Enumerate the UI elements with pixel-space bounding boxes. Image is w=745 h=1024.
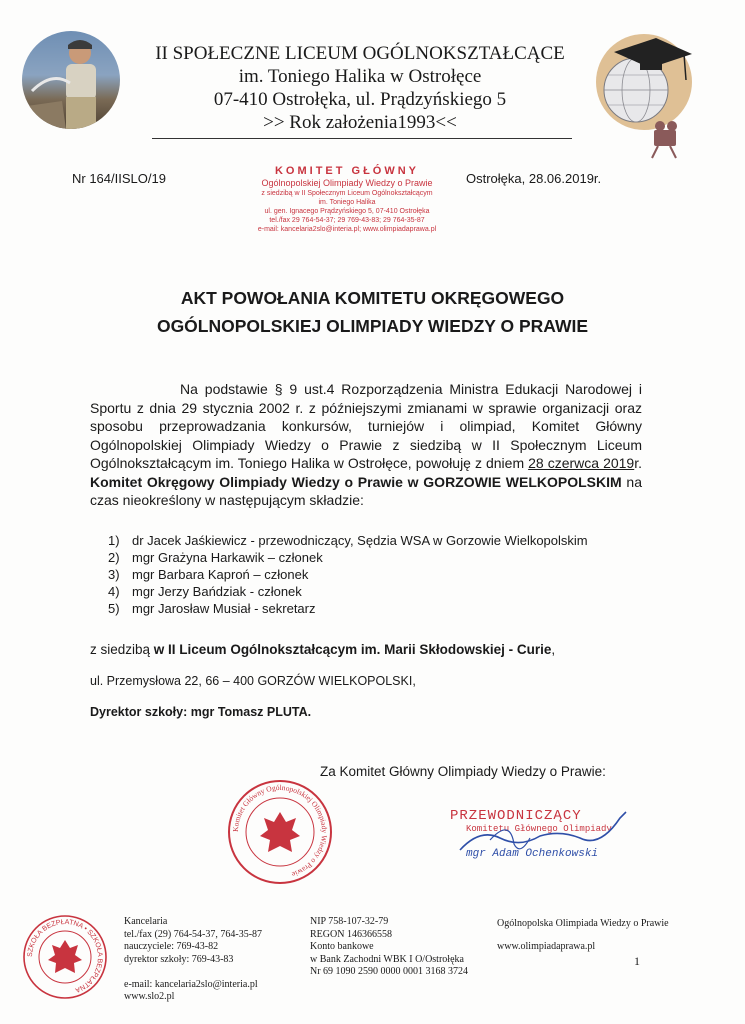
list-item: 3) mgr Barbara Kaproń – członek bbox=[108, 567, 309, 582]
school-founded: >> Rok założenia1993<< bbox=[263, 112, 457, 133]
school-header bbox=[120, 42, 600, 134]
seal-ring-text: Komitet Główny Ogólnopolskiej Olimpiady Wiedzy o Prawie bbox=[230, 782, 330, 880]
appointment-paragraph bbox=[90, 380, 642, 510]
signer-title: PRZEWODNICZĄCY bbox=[450, 808, 582, 824]
school-director: Dyrektor szkoły: mgr Tomasz PLUTA. bbox=[90, 705, 312, 719]
members-list bbox=[108, 532, 648, 617]
stamp-title: KOMITET GŁÓWNY bbox=[274, 165, 420, 177]
graduation-globe-logo bbox=[594, 30, 694, 160]
stamp-line-1: Ogólnopolskiej Olimpiady Wiedzy o Prawie bbox=[261, 178, 433, 188]
title-line-2: OGÓLNOPOLSKIEJ OLIMPIADY WIEDZY O PRAWIE bbox=[156, 316, 589, 336]
committee-stamp bbox=[232, 164, 462, 234]
header-divider bbox=[152, 138, 572, 139]
footer-line: Konto bankowe bbox=[310, 941, 374, 952]
for-committee-label: Za Komitet Główny Olimpiady Wiedzy o Prawie: bbox=[320, 764, 606, 779]
handwritten-signature bbox=[450, 808, 650, 868]
paragraph-committee-name: Komitet Okręgowy Olimpiady Wiedzy o Prawie w GORZOWIE WELKOPOLSKIM bbox=[90, 473, 622, 490]
footer-olympiad-website[interactable]: www.olimpiadaprawa.pl bbox=[497, 940, 596, 952]
stamp-line-4: ul. gen. Ignacego Prądzyńskiego 5, 07-410 Ostrołęka bbox=[264, 208, 430, 215]
paragraph-date: 28 czerwca 2019 bbox=[528, 455, 635, 471]
seat-address: ul. Przemysłowa 22, 66 – 400 GORZÓW WIELKOPOLSKI, bbox=[90, 674, 416, 688]
footer-seal bbox=[22, 914, 108, 1000]
footer-line: NIP 758-107-32-79 bbox=[310, 916, 389, 927]
footer-bank bbox=[310, 916, 500, 979]
list-item: 4) mgr Jerzy Bańdziak - członek bbox=[108, 584, 302, 599]
school-address: 07-410 Ostrołęka, ul. Prądzyńskiego 5 bbox=[213, 89, 507, 110]
signature-block bbox=[450, 808, 650, 860]
committee-round-seal bbox=[226, 778, 334, 886]
stamp-line-2: z siedzibą w II Społecznym Liceum Ogólnokształcącym bbox=[261, 190, 433, 197]
place-date: Ostrołęka, 28.06.2019r. bbox=[466, 171, 602, 186]
footer-website[interactable]: www.slo2.pl bbox=[124, 991, 175, 1002]
title-line-1: AKT POWOŁANIA KOMITETU OKRĘGOWEGO bbox=[180, 288, 565, 308]
paragraph-text-b: r. bbox=[634, 455, 643, 471]
footer-contact bbox=[124, 916, 304, 1004]
document-title bbox=[60, 284, 685, 340]
signer-subtitle: Komitetu Głównego Olimpiady bbox=[466, 824, 612, 834]
footer-line: Kancelaria bbox=[124, 916, 168, 927]
stamp-line-6: e-mail: kancelaria2slo@interia.pl; www.olimpiadaprawa.pl bbox=[257, 226, 437, 233]
seat-line: z siedzibą w II Liceum Ogólnokształcącym im. Marii Skłodowskiej - Curie, bbox=[90, 642, 556, 657]
page-number: 1 bbox=[634, 954, 640, 968]
footer-line bbox=[124, 966, 304, 979]
footer-line: nauczyciele: 769-43-82 bbox=[124, 941, 219, 952]
footer-line: w Bank Zachodni WBK I O/Ostrołęka bbox=[310, 953, 464, 965]
portrait-photo bbox=[22, 31, 120, 129]
stamp-line-3: im. Toniego Halika bbox=[318, 199, 376, 206]
paragraph-text-a: Na podstawie § 9 ust.4 Rozporządzenia Ministra Edukacji Narodowej i Sportu z dnia 29 stycznia 2002 r. z późniejszymi zmianami w sprawie organizacji oraz sposobu przeprowadzania konkursów, turniejów i olimpiad, Komitet Główny Ogólnopolskiej Olimpiady Wiedzy o Prawie z siedzibą w II Społecznym Liceum Ogólnokształcącym im. Toniego Halika w Ostrołęce, powołuję z dniem bbox=[90, 381, 642, 471]
footer-line: tel./fax (29) 764-54-37, 764-35-87 bbox=[124, 928, 263, 940]
footer-olympiad bbox=[497, 918, 717, 953]
list-item: 1) dr Jacek Jaśkiewicz - przewodniczący, Sędzia WSA w Gorzowie Wielkopolskim bbox=[108, 533, 588, 548]
school-patron: im. Toniego Halika w Ostrołęce bbox=[238, 66, 482, 87]
seat-school: w II Liceum Ogólnokształcącym im. Marii Skłodowskiej - Curie bbox=[153, 642, 552, 657]
footer-olympiad-name: Ogólnopolska Olimpiada Wiedzy o Prawie bbox=[497, 918, 669, 929]
footer-email[interactable]: e-mail: kancelaria2slo@interia.pl bbox=[124, 978, 258, 990]
list-item: 2) mgr Grażyna Harkawik – członek bbox=[108, 550, 323, 565]
footer-seal-text: SZKOŁA BEZPŁATNA • SZKOŁA BEZPŁATNA bbox=[26, 918, 104, 994]
stamp-line-5: tel./fax 29 764-54-37; 29 769-43-83; 29 764-35-87 bbox=[269, 217, 425, 224]
paragraph-text-c: na czas nieokreślony w następującym składzie: bbox=[90, 473, 642, 508]
footer-line: REGON 146366558 bbox=[310, 928, 392, 940]
portrait-figure-icon bbox=[22, 31, 120, 129]
school-name: II SPOŁECZNE LICEUM OGÓLNOKSZTAŁCĄCE bbox=[155, 43, 565, 64]
footer-line: dyrektor szkoły: 769-43-83 bbox=[124, 953, 234, 965]
footer-line: Nr 69 1090 2590 0000 0001 3168 3724 bbox=[310, 966, 469, 977]
signer-name: mgr Adam Ochenkowski bbox=[466, 848, 599, 860]
list-item: 5) mgr Jarosław Musiał - sekretarz bbox=[108, 601, 316, 616]
reference-number: Nr 164/IISLO/19 bbox=[72, 171, 166, 186]
